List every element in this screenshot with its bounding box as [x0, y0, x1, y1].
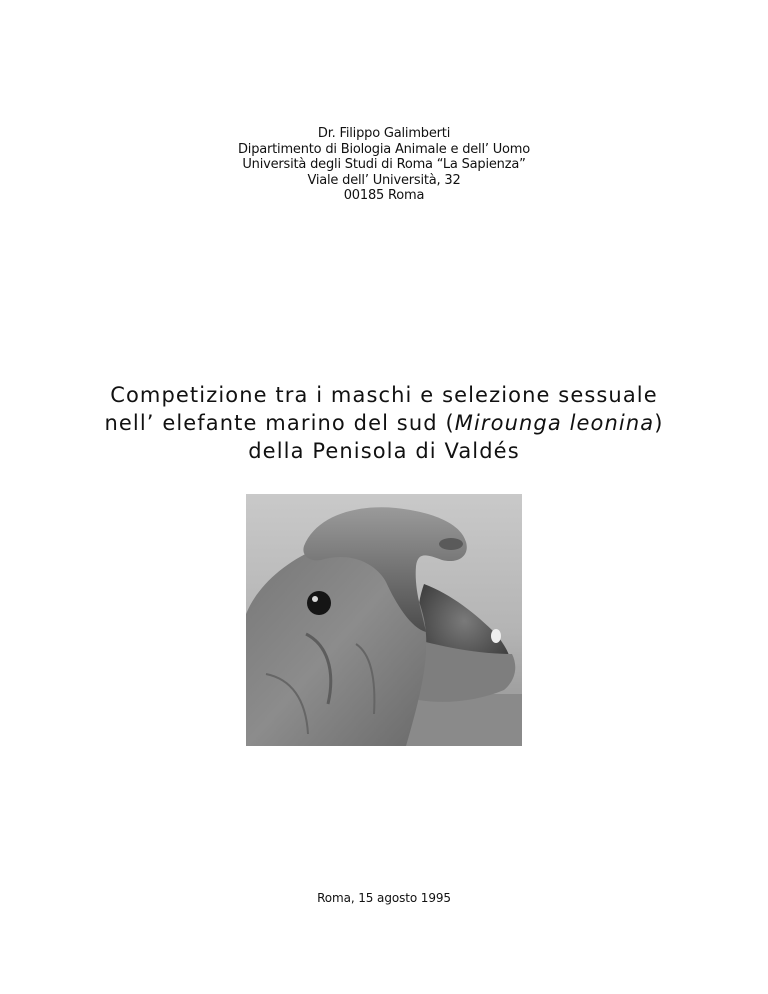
- title-line-3: della Penisola di Valdés: [248, 439, 520, 463]
- title-line-2-prefix: nell’ elefante marino del sud (: [104, 411, 455, 435]
- title-line-1: Competizione tra i maschi e selezione sessuale: [110, 383, 658, 407]
- elephant-seal-illustration: [246, 494, 522, 746]
- title-line-2-suffix: ): [654, 411, 664, 435]
- eye-highlight: [312, 596, 318, 602]
- title-line-2: [0, 409, 768, 437]
- author-city: 00185 Roma: [343, 188, 425, 203]
- author-name: Dr. Filippo Galimberti: [317, 126, 451, 141]
- seal-tooth: [491, 629, 501, 643]
- seal-eye: [307, 591, 331, 615]
- species-name: Mirounga leonina: [454, 411, 655, 435]
- author-address-block: [0, 126, 768, 204]
- document-date: Roma, 15 agosto 1995: [317, 891, 451, 905]
- elephant-seal-photo: [246, 494, 522, 746]
- author-street: Viale dell’ Università, 32: [307, 172, 461, 188]
- document-title: [0, 381, 768, 465]
- author-university: Università degli Studi di Roma “La Sapienza”: [242, 157, 526, 172]
- nostril: [439, 538, 463, 550]
- author-department: Dipartimento di Biologia Animale e dell’ Uomo: [237, 141, 531, 157]
